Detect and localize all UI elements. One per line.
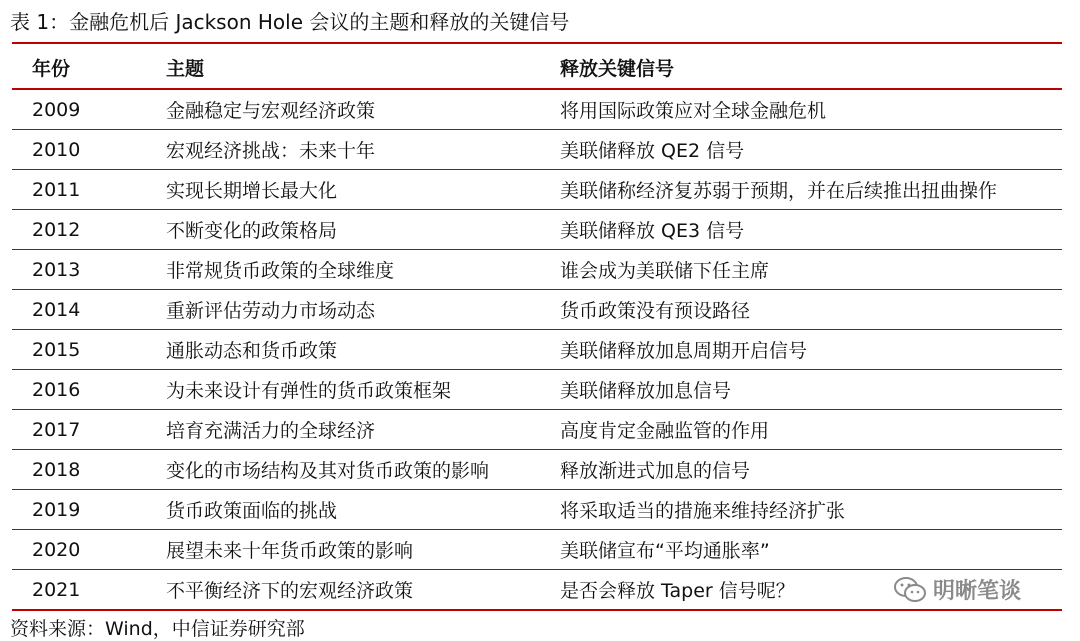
cell-signal: 货币政策没有预设路径 [560, 290, 1062, 330]
top-rule [12, 42, 1062, 44]
cell-theme: 展望未来十年货币政策的影响 [166, 530, 560, 570]
table-row [12, 490, 1062, 530]
cell-year: 2013 [12, 250, 166, 290]
cell-signal: 将采取适当的措施来维持经济扩张 [560, 490, 1062, 530]
cell-theme: 金融稳定与宏观经济政策 [166, 89, 560, 130]
cell-year: 2019 [12, 490, 166, 530]
cell-year: 2010 [12, 130, 166, 170]
table-row [12, 170, 1062, 210]
table-row [12, 89, 1062, 130]
cell-year: 2009 [12, 89, 166, 130]
cell-signal: 美联储称经济复苏弱于预期，并在后续推出扭曲操作 [560, 170, 1062, 210]
cell-theme: 实现长期增长最大化 [166, 170, 560, 210]
table-row [12, 290, 1062, 330]
cell-theme: 变化的市场结构及其对货币政策的影响 [166, 450, 560, 490]
header-signal: 释放关键信号 [560, 46, 1062, 89]
cell-year: 2016 [12, 370, 166, 410]
header-year: 年份 [12, 46, 166, 89]
cell-year: 2012 [12, 210, 166, 250]
table-body [12, 89, 1062, 610]
signals-table [12, 46, 1062, 611]
header-theme: 主题 [166, 46, 560, 89]
cell-signal: 将用国际政策应对全球金融危机 [560, 89, 1062, 130]
cell-year: 2017 [12, 410, 166, 450]
wechat-icon [893, 575, 927, 605]
watermark-text: 明晰笔谈 [933, 579, 1022, 604]
cell-signal: 高度肯定金融监管的作用 [560, 410, 1062, 450]
cell-signal: 释放渐进式加息的信号 [560, 450, 1062, 490]
cell-year: 2014 [12, 290, 166, 330]
table-row [12, 530, 1062, 570]
cell-year: 2020 [12, 530, 166, 570]
cell-theme: 不断变化的政策格局 [166, 210, 560, 250]
cell-theme: 不平衡经济下的宏观经济政策 [166, 570, 560, 611]
cell-signal: 美联储释放 QE2 信号 [560, 130, 1062, 170]
cell-signal: 美联储释放 QE3 信号 [560, 210, 1062, 250]
cell-theme: 货币政策面临的挑战 [166, 490, 560, 530]
cell-year: 2011 [12, 170, 166, 210]
table-row [12, 210, 1062, 250]
cell-signal: 是否会释放 Taper 信号呢？ [560, 570, 1062, 611]
watermark [893, 574, 1021, 605]
cell-year: 2018 [12, 450, 166, 490]
table-row [12, 250, 1062, 290]
cell-signal: 美联储宣布“平均通胀率” [560, 530, 1062, 570]
table-row [12, 450, 1062, 490]
table-row [12, 370, 1062, 410]
cell-theme: 通胀动态和货币政策 [166, 330, 560, 370]
cell-theme: 非常规货币政策的全球维度 [166, 250, 560, 290]
cell-theme: 重新评估劳动力市场动态 [166, 290, 560, 330]
cell-year: 2015 [12, 330, 166, 370]
cell-signal: 谁会成为美联储下任主席 [560, 250, 1062, 290]
cell-signal: 美联储释放加息信号 [560, 370, 1062, 410]
table-caption: 表 1：金融危机后 Jackson Hole 会议的主题和释放的关键信号 [10, 10, 570, 34]
cell-theme: 为未来设计有弹性的货币政策框架 [166, 370, 560, 410]
cell-theme: 培育充满活力的全球经济 [166, 410, 560, 450]
table-row [12, 410, 1062, 450]
cell-signal: 美联储释放加息周期开启信号 [560, 330, 1062, 370]
table-row [12, 130, 1062, 170]
cell-theme: 宏观经济挑战：未来十年 [166, 130, 560, 170]
source-note: 资料来源：Wind，中信证券研究部 [10, 618, 305, 640]
table-row [12, 330, 1062, 370]
table-header-row [12, 46, 1062, 89]
cell-year: 2021 [12, 570, 166, 611]
